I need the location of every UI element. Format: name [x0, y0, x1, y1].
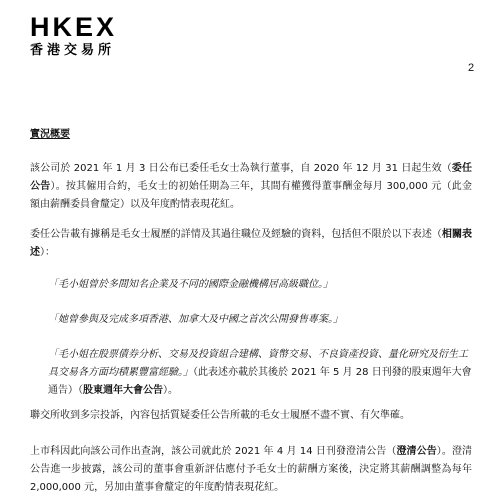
defined-term: 委任公告 — [30, 163, 473, 192]
paragraph-text: ）： — [40, 247, 55, 258]
quote-note: （此表述亦載於其後於 2021 年 5 月 28 日刊發的股東週年大會通告）（ — [48, 367, 472, 396]
defined-term: 相關表述 — [30, 229, 472, 258]
paragraph-text: 該公司於 2021 年 1 月 3 日公布已委任毛女士為執行董事，自 2020 年 12 月 31 日起生效（ — [30, 163, 452, 174]
quote-text: 「毛小姐在股票債券分析、交易及投資組合建構、資幣交易、不良資產投資、量化研究及衍生工具交易各方面均積累豐富經驗。」 — [48, 349, 468, 378]
paragraph-text: 委任公告載有據稱是毛女士履歷的詳情及其過往職位及經驗的資料，包括但不限於以下表述（ — [30, 229, 442, 240]
defined-term: 澄清公告 — [396, 446, 437, 457]
paragraph-complaints: 聯交所收到多宗投訴，內容包括質疑委任公告所載的毛女士履歷不盡不實、有欠準確。 — [30, 410, 410, 421]
quote-note: ）。 — [163, 385, 178, 396]
paragraph-clarification — [30, 443, 472, 497]
quote-1: 「毛小姐曾於多間知名企業及不同的國際金融機構居高級職位。」 — [48, 279, 333, 290]
paragraph-text: 上市科因此向該公司作出查詢，該公司就此於 2021 年 4 月 14 日刊發澄清公告（ — [30, 446, 397, 457]
section-heading: 實況概要 — [30, 129, 70, 140]
paragraph-statements — [30, 226, 472, 262]
page-number: 2 — [468, 62, 475, 74]
paragraph-text: ）。按其僱用合約，毛女士的初始任期為三年，其間有權獲得董事酬金每月 300,000 元（此金額由薪酬委員會釐定）以及年度酌情表現花紅。 — [30, 181, 472, 210]
quote-3 — [48, 346, 472, 400]
defined-term: 股東週年大會公告 — [83, 385, 163, 396]
logo-wordmark: HKEX — [30, 12, 118, 42]
paragraph-appointment — [30, 160, 472, 214]
hkex-logo — [30, 12, 117, 59]
paragraph-text: ）。澄清公告進一步披露，該公司的董事會重新評估應付予毛女士的薪酬方案後，決定將其薪酬調整為每年 2,000,000 元，另加由董事會釐定的年度酌情表現花紅。 — [30, 446, 473, 493]
quote-2: 「她曾參與及完成多項香港、加拿大及中國之首次公開發售專案。」 — [48, 314, 343, 325]
logo-chinese-name: 香港交易所 — [30, 43, 116, 58]
